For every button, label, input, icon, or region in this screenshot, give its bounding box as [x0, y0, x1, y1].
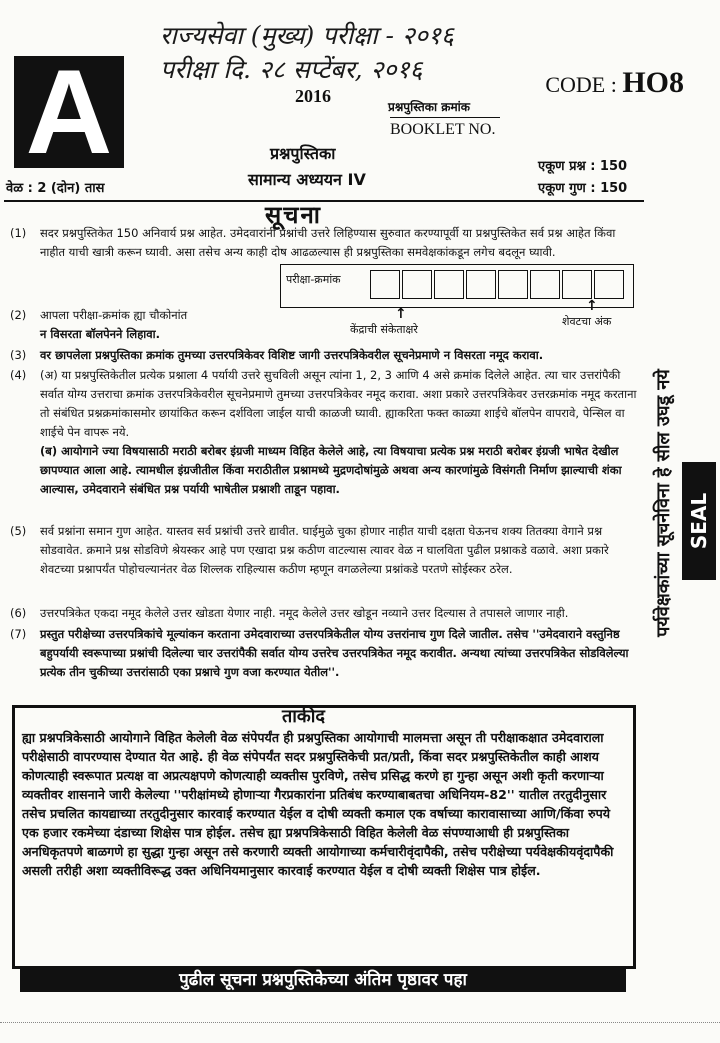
instruction-4a: (अ) या प्रश्नपुस्तिकेतील प्रत्येक प्रश्नाला 4 पर्यायी उत्तरे सुचविली असून त्यांना 1, 2, 3 आणि 4 असे क्रमांक दिलेले आहेत. त्या चार उत्तरांपैकी सर्वात योग्य उत्तराचा क्रमांक उत्तरपत्रिकेवरील सूचनेप्रमाणे तुमच्या उत्तरपत्रिकेवर नमूद करावा. अशा प्रकारे उत्तरपत्रिकेवर उत्तरक्रमांक नमूद करताना तो संबंधित प्रश्नक्रमांकासमोर छायांकित करून दर्शविला जाईल याची काळजी घ्यावी. ह्याकरिता फक्त काळ्या शाईचे बॉलपेन वापरावे, पेन्सिल वा शाईचे पेन वापरू नये.	[40, 368, 637, 439]
centre-code-label: केंद्राची संकेताक्षरे	[350, 323, 418, 336]
handwritten-exam-date: परीक्षा दि. २८ सप्टेंबर, २०१६	[160, 55, 423, 84]
total-questions: एकूण प्रश्न : 150	[538, 159, 628, 174]
booklet-code	[545, 66, 684, 100]
code-label: CODE :	[545, 72, 617, 97]
instruction-6: उत्तरपत्रिकेत एकदा नमूद केलेले उत्तर खोडता येणार नाही. नमूद केलेले उत्तर खोडून नव्याने उत्तर दिल्यास ते तपासले जाणार नाही.	[40, 606, 569, 620]
instruction-4b: (ब) आयोगाने ज्या विषयासाठी मराठी बरोबर इंग्रजी माध्यम विहित केलेले आहे, त्या विषयाचा प्रत्येक प्रश्न मराठी बरोबर इंग्रजी भाषेत देखील छापण्यात आला आहे. त्यामधील इंग्रजीतील किंवा मराठीतील प्रश्नामध्ये मुद्रणदोषांमुळे अथवा अन्य कारणांमुळे विसंगती निर्माण झाल्याची शंका आल्यास, उमेदवाराने संबंधित प्रश्न पर्यायी भाषेतील प्रश्नाशी ताडून पहावा.	[40, 444, 622, 496]
seal-notice-text: पर्यवेक्षकांच्या सूचनेविना हे सील उघडू नये	[653, 368, 675, 637]
booklet-no-line	[390, 117, 500, 118]
instruction-number: (7)	[10, 627, 27, 641]
up-arrow-icon: ↑	[586, 298, 598, 314]
instruction-1: सदर प्रश्नपुस्तिकेत 150 अनिवार्य प्रश्न आहेत. उमेदवारांनी प्रश्नांची उत्तरे लिहिण्यास सुरुवात करण्यापूर्वी या प्रश्नपुस्तिकेत सर्व प्रश्न आहेत किंवा नाहीत याची खात्री करून घ्यावी. असा तसेच अन्य काही दोष आढळल्यास ही प्रश्नपुस्तिका समवेक्षकांकडून लगेच बदलून घ्यावी.	[40, 226, 616, 259]
code-value: HO8	[622, 66, 684, 99]
exam-number-cell[interactable]	[594, 270, 624, 299]
instruction-number: (2)	[10, 308, 27, 322]
warning-text: ह्या प्रश्नपत्रिकेसाठी आयोगाने विहित केलेली वेळ संपेपर्यंत ही प्रश्नपुस्तिका आयोगाची मालमत्ता असून ती परीक्षाकक्षात उमेदवाराला परीक्षेसाठी वापरण्यास देण्यात येत आहे. ही वेळ संपेपर्यंत सदर प्रश्नपुस्तिकेची प्रत/प्रती, किंवा सदर प्रश्नपुस्तिकेतील काही आशय कोणत्याही स्वरूपात प्रत्यक्ष वा अप्रत्यक्षपणे कोणत्याही व्यक्तीस पुरविणे, तसेच प्रसिद्ध करणे हा गुन्हा असून अशी कृती करणाऱ्या व्यक्तीवर शासनाने जारी केलेल्या ''परीक्षांमध्ये होणाऱ्या गैरप्रकारांना प्रतिबंध करण्याबाबतचा अधिनियम-82'' यातील तरतुदीनुसार तसेच प्रचलित कायद्याच्या तरतुदीनुसार कारवाई करण्यात येईल व दोषी व्यक्ती कमाल एक वर्षाच्या कारावासाच्या आणि/किंवा रुपये एक हजार रकमेच्या दंडाच्या शिक्षेस पात्र होईल. तसेच ह्या प्रश्नपत्रिकेसाठी विहित केलेली वेळ संपण्याआधी ही प्रश्नपुस्तिका अनधिकृतपणे बाळगणे हा सुद्धा गुन्हा असून तसे करणारी व्यक्ती आयोगाच्या कर्मचारीवृंदापैकी, तसेच परीक्षेच्या पर्यवेक्षकीयवृंदापैकी असली तरीही अशा व्यक्तीविरूद्ध उक्त अधिनियमानुसार कारवाई करण्यात येईल व दोषी व्यक्ती शिक्षेस पात्र होईल.	[22, 730, 614, 878]
exam-year: 2016	[295, 86, 331, 106]
exam-number-cell[interactable]	[466, 270, 496, 299]
exam-number-cell[interactable]	[370, 270, 400, 299]
up-arrow-icon: ↑	[395, 306, 407, 322]
instruction-number: (4)	[10, 368, 27, 382]
exam-number-cell[interactable]	[562, 270, 592, 299]
set-letter: A	[25, 45, 113, 179]
exam-number-cell[interactable]	[402, 270, 432, 299]
set-letter-box	[14, 45, 124, 179]
booklet-title: प्रश्नपुस्तिका	[270, 144, 336, 163]
instruction-2-bold: न विसरता बॉलपेनने लिहावा.	[40, 327, 161, 341]
instruction-number: (1)	[10, 226, 27, 240]
instruction-5: सर्व प्रश्नांना समान गुण आहेत. यास्तव सर्व प्रश्नांची उत्तरे द्यावीत. घाईमुळे चुका होणार नाहीत याची दक्षता घेऊनच शक्य तितक्या वेगाने प्रश्न सोडवावेत. क्रमाने प्रश्न सोडविणे श्रेयस्कर आहे पण एखादा प्रश्न कठीण वाटल्यास त्यावर वेळ न घालविता पुढील प्रश्नाकडे वळावे. अशा प्रकारे शेवटच्या प्रश्नापर्यंत पोहोचल्यानंतर वेळ शिल्लक राहिल्यास कठीण म्हणून वगळलेल्या प्रश्नांकडे परतणे सोईस्कर ठरेल.	[40, 524, 609, 576]
booklet-no-marathi: प्रश्नपुस्तिका क्रमांक	[388, 100, 470, 114]
warning-heading: ताकीद	[282, 706, 325, 727]
total-marks: एकूण गुण : 150	[538, 181, 628, 196]
exam-number-label: परीक्षा-क्रमांक	[286, 273, 341, 286]
instruction-number: (5)	[10, 524, 27, 538]
footer-banner: पुढील सूचना प्रश्नपुस्तिकेच्या अंतिम पृष्ठावर पहा	[20, 968, 626, 992]
instruction-7: प्रस्तुत परीक्षेच्या उत्तरपत्रिकांचे मूल्यांकन करताना उमेदवाराच्या उत्तरपत्रिकेतील योग्य उत्तरांनाच गुण दिले जातील. तसेच ''उमेदवाराने वस्तुनिष्ठ बहुपर्यायी स्वरूपाच्या प्रश्नांची दिलेल्या चार उत्तरांपैकी सर्वात योग्य उत्तरेच उत्तरपत्रिकेत नमूद करावीत. अन्यथा त्यांच्या उत्तरपत्रिकेत सोडविलेल्या प्रत्येक तीन चुकीच्या उत्तरांसाठी एका प्रश्नाचे गुण वजा करण्यात येतील''.	[40, 627, 629, 679]
subject-title: सामान्य अध्ययन IV	[248, 170, 366, 189]
instruction-3: वर छापलेला प्रश्नपुस्तिका क्रमांक तुमच्या उत्तरपत्रिकेवर विशिष्ट जागी उत्तरपत्रिकेवरील सूचनेप्रमाणे न विसरता नमूद करावा.	[40, 348, 544, 362]
handwritten-exam-name: राज्यसेवा (मुख्य) परीक्षा - २०१६	[160, 21, 454, 50]
last-digit-label: शेवटचा अंक	[562, 315, 612, 328]
seal-label: SEAL	[687, 492, 712, 550]
exam-number-cell[interactable]	[434, 270, 464, 299]
instruction-number: (6)	[10, 606, 27, 620]
page-edge	[0, 1022, 720, 1023]
booklet-no-english: BOOKLET NO.	[390, 121, 496, 138]
instruction-number: (3)	[10, 348, 27, 362]
seal-tab[interactable]	[682, 462, 716, 580]
instructions-heading: सूचना	[265, 201, 322, 229]
exam-number-cell[interactable]	[530, 270, 560, 299]
seal-notice-band	[646, 245, 680, 760]
instruction-2: आपला परीक्षा-क्रमांक ह्या चौकोनांत	[40, 308, 188, 322]
exam-number-cell[interactable]	[498, 270, 528, 299]
exam-time: वेळ : 2 (दोन) तास	[6, 181, 105, 196]
divider	[4, 200, 644, 202]
exam-number-cells	[370, 270, 626, 299]
